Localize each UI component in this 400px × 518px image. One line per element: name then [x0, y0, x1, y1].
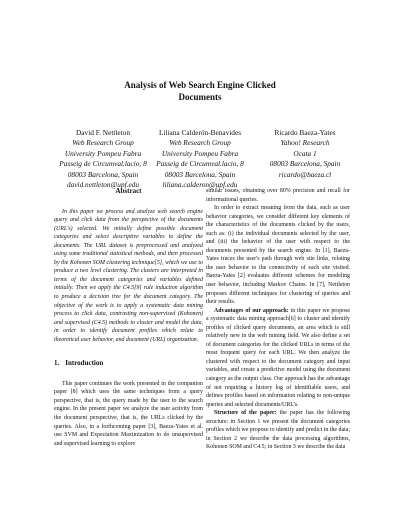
author-address-2: ricardo@baeza.cl — [278, 169, 332, 179]
author-address-1: Passeig de Circumval.lacio, 8 — [59, 159, 147, 169]
author-affiliation: University Pompeu Fabra — [161, 148, 239, 158]
author-affiliation: Ocata 1 — [293, 148, 317, 158]
author-name: Ricardo Baeza-Yates — [274, 128, 336, 137]
left-column — [54, 187, 203, 448]
paper-title-line-2: Documents — [178, 91, 222, 102]
section-title: Introduction — [65, 359, 104, 368]
author-group: Web Research Group — [169, 138, 231, 148]
right-paragraph-4 — [206, 409, 350, 452]
author-affiliation: University Pompeu Fabra — [64, 148, 142, 158]
paragraph-body: in this paper we propose a systematic data mining approach[6] to cluster and identify profiles of clicked query documents, an area which is still relatively new in the web mining field. We also define a set of document categories for the clicked URLs in terms of the most frequent query for each URL. We then analyze the clustered with respect to the document category and input variables, and create a predictive model using the document category as the output class. Our approach has the advantage of not requiring a history log of identifiable users, and defines profiles based on information relating to non-unique queries and selected documents/URL's. — [206, 307, 350, 408]
abstract-text: In this paper we process and analyze web search engine query and click data from the perspective of the documents (URL's) selected. We initially define possible document categories and select descriptive variables to define the documents. The URL dataset is preprocessed and analyzed using some traditional statistical methods, and then processed by the Kohonen SOM clustering technique[5], which we use to produce a two level clustering. The clusters are interpreted in terms of the document categories and variables defined initially. Then we apply the C4.5[9] rule induction algorithm to produce a decision tree for the document category. The objective of the work is to apply a systematic data mining process to click data, contrasting non-supervised (Kohonen) and supervised (C4.5) methods to cluster and model the data, in order to identify document profiles which relate to theoretical user behavior, and document (URL) organization. — [54, 208, 203, 343]
author-email: liliana.calderon@upf.edu — [162, 180, 238, 190]
paper-title — [0, 80, 400, 103]
paragraph-body: the paper has the following structure: in Section 1 we present the document categories profiles which we propose to identify and predict in the data; in Section 2 we describe the data processing algorithms, Kohonen SOM and C4.5; in Section 3 we describe the data — [206, 410, 351, 451]
author-name: David F. Nettleton — [76, 128, 130, 137]
right-column — [206, 187, 350, 452]
author-name: Liliana Calderón-Benavides — [158, 128, 242, 137]
right-paragraph-3 — [206, 307, 350, 410]
author-block-2 — [141, 128, 259, 190]
author-address-2: 08003 Barcelona, Spain — [164, 169, 236, 179]
author-email: david.nettleton@upf.edu — [67, 180, 139, 190]
paper-title-line-1: Analysis of Web Search Engine Clicked — [124, 80, 276, 90]
author-address-2: 08003 Barcelona, Spain — [67, 169, 139, 179]
run-in-heading-structure: Structure of the paper: — [214, 410, 277, 417]
author-group: Yahoo! Research — [280, 138, 330, 148]
abstract-heading: Abstract — [115, 187, 142, 195]
right-paragraph-1: similar issues, obtaining over 80% precision and recall for informational queries. — [206, 188, 350, 203]
author-group: Web Research Group — [72, 138, 134, 148]
intro-paragraph-1: This paper continues the work presented in the companion paper [8] which uses the same techniques from a query perspective, that is, the query made by the user to the search engine. In the present paper we analyze the user activity from the document perspective, that is, the URLs clicked by the queries. Also, in a forthcoming paper [3], Baeza-Yates et al. use SVM and Expectation Maximization to do unsupervised and supervised learning to explore — [54, 380, 203, 447]
right-paragraph-2: In order to extract meaning from the data, such as user behavior categories, we consider different key elements of the characteristics of the documents clicked by the users, such as: (i) the individual documents selected by the user, and (iii) the behavior of the user with respect to the documents presented by the search engine. In [1], Baeza-Yates traces the user's path through web site links, relating the user behavior to the connectivity of each site visited. Baeza-Yates [2] evaluates different schemes for modeling user behavior, including Markov Chains. In [7], Nettleton proposes different techniques for clustering of queries and their results. — [206, 205, 350, 306]
run-in-heading-advantages: Advantages of our approach: — [214, 307, 289, 314]
author-block-3 — [246, 128, 364, 180]
section-heading-introduction — [54, 359, 203, 368]
section-number: 1. — [54, 359, 60, 368]
author-address-1: Passeig de Circumval.lacio, 8 — [156, 159, 244, 169]
author-address-1: 08003 Barcelona, Spain — [269, 159, 341, 169]
